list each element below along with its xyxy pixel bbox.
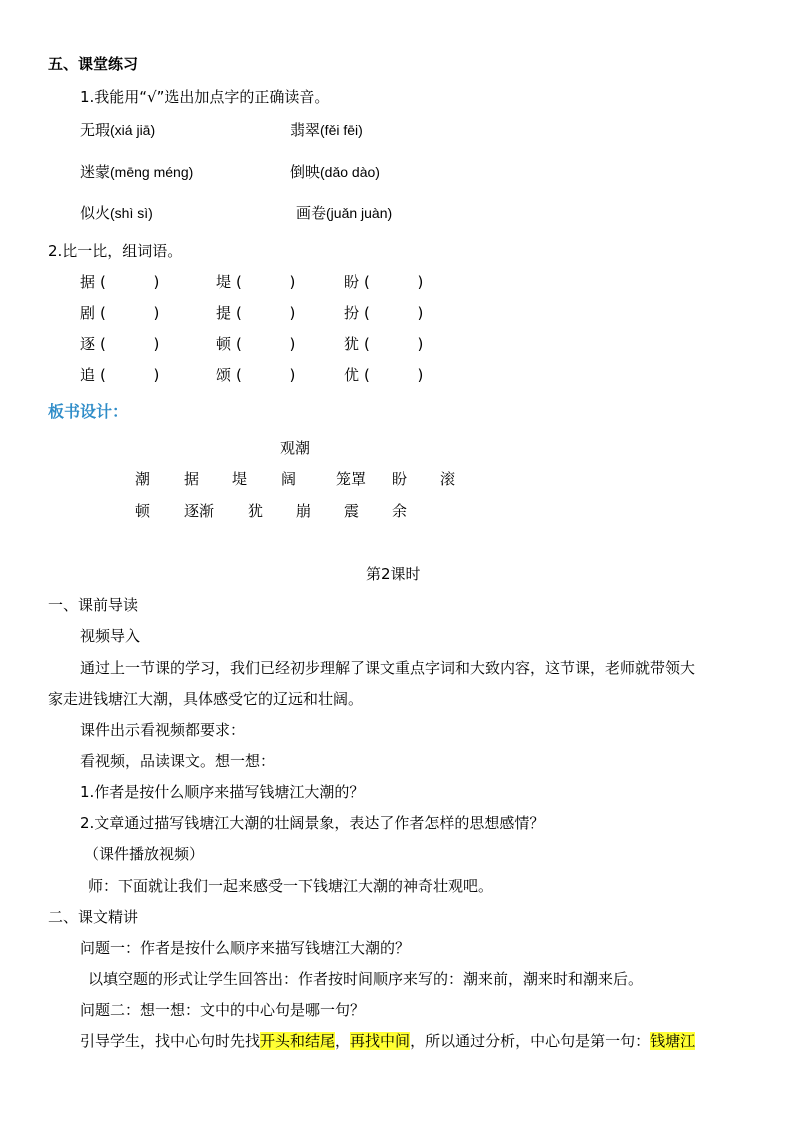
board-word: 堤 (232, 470, 248, 488)
q1-word: 无瑕 (80, 121, 111, 139)
q1-item (290, 162, 380, 182)
board-word: 余 (392, 502, 408, 520)
q2-char: 盼 (344, 273, 360, 291)
q1-item (290, 120, 363, 140)
board-word: 滚 (440, 470, 456, 488)
q2-blank[interactable]: ( ) (100, 366, 160, 384)
board-word: 震 (344, 502, 360, 520)
board-word: 阔 (281, 470, 297, 488)
q2-char: 剧 (80, 304, 96, 322)
section-heading: 二、课文精讲 (48, 908, 139, 926)
board-word: 犹 (248, 502, 264, 520)
q2-char: 提 (216, 304, 232, 322)
q1-options: (dǎo dào) (320, 164, 380, 180)
q2-char: 顿 (216, 335, 232, 353)
q2-blank[interactable]: ( ) (364, 366, 424, 384)
guide-text: ， (335, 1032, 351, 1050)
paragraph-line: 通过上一节课的学习，我们已经初步理解了课文重点字词和大致内容，这节课，老师就带领大 (80, 659, 696, 677)
highlight-text: 钱塘江 (650, 1032, 696, 1050)
question-line: 问题一：作者是按什么顺序来描写钱塘江大潮的？ (80, 939, 411, 957)
q1-word: 画卷 (296, 204, 327, 222)
guide-text: 引导学生，找中心句时先找 (80, 1032, 261, 1050)
q1-item (296, 203, 392, 223)
q2-char: 颂 (216, 366, 232, 384)
q2-char: 优 (344, 366, 360, 384)
guide-text: ，所以通过分析，中心句是第一句： (410, 1032, 651, 1050)
q1-item (80, 162, 193, 182)
q2-char: 逐 (80, 335, 96, 353)
q1-prompt: 1.我能用“√”选出加点字的正确读音。 (80, 88, 330, 106)
lesson-title: 第2课时 (366, 565, 421, 583)
q1-options: (shì sì) (110, 205, 153, 221)
section-heading: 一、课前导读 (48, 596, 139, 614)
question-line: 1.作者是按什么顺序来描写钱塘江大潮的？ (80, 783, 365, 801)
q2-blank[interactable]: ( ) (364, 273, 424, 291)
q1-word: 翡翠 (290, 121, 321, 139)
q2-char: 追 (80, 366, 96, 384)
q1-word: 倒映 (290, 163, 321, 181)
board-word: 崩 (296, 502, 312, 520)
paragraph-line: 家走进钱塘江大潮，具体感受它的辽远和壮阔。 (48, 690, 364, 708)
board-word: 笼罩 (336, 470, 367, 488)
q2-char: 据 (80, 273, 96, 291)
paragraph-line: 课件出示看视频都要求： (80, 721, 246, 739)
guide-line (80, 1031, 695, 1051)
sub-heading: 视频导入 (80, 627, 141, 645)
board-word: 潮 (135, 470, 151, 488)
q2-char: 堤 (216, 273, 232, 291)
q1-options: (xiá jiā) (110, 122, 156, 138)
q1-options: (juǎn juàn) (326, 205, 393, 221)
highlight-text: 开头和结尾 (260, 1032, 336, 1050)
q2-blank[interactable]: ( ) (100, 304, 160, 322)
paragraph-line: 师：下面就让我们一起来感受一下钱塘江大潮的神奇壮观吧。 (88, 877, 494, 895)
board-word: 逐渐 (184, 502, 215, 520)
board-title: 观潮 (280, 439, 311, 457)
q2-blank[interactable]: ( ) (100, 273, 160, 291)
q2-blank[interactable]: ( ) (236, 335, 296, 353)
q2-blank[interactable]: ( ) (236, 366, 296, 384)
q2-char: 犹 (344, 335, 360, 353)
board-word: 盼 (392, 470, 408, 488)
highlight-text: 再找中间 (350, 1032, 411, 1050)
paragraph-line: 看视频，品读课文。想一想： (80, 752, 276, 770)
q2-blank[interactable]: ( ) (236, 273, 296, 291)
q1-word: 迷蒙 (80, 163, 111, 181)
q1-options: (fěi fēi) (320, 122, 363, 138)
answer-line: 以填空题的形式让学生回答出：作者按时间顺序来写的：潮来前，潮来时和潮来后。 (88, 970, 644, 988)
board-word: 顿 (135, 502, 151, 520)
board-word: 据 (184, 470, 200, 488)
q1-item (80, 203, 153, 223)
q2-prompt: 2.比一比，组词语。 (48, 242, 183, 260)
q2-blank[interactable]: ( ) (100, 335, 160, 353)
q2-blank[interactable]: ( ) (236, 304, 296, 322)
note-line: （课件播放视频） (84, 845, 205, 863)
board-heading: 板书设计： (48, 402, 129, 421)
exercise-heading: 五、课堂练习 (48, 55, 139, 73)
q1-options: (mēng méng) (110, 164, 194, 180)
q1-item (80, 120, 155, 140)
question-line: 2.文章通过描写钱塘江大潮的壮阔景象，表达了作者怎样的思想感情？ (80, 814, 545, 832)
q1-word: 似火 (80, 204, 111, 222)
q2-blank[interactable]: ( ) (364, 335, 424, 353)
q2-char: 扮 (344, 304, 360, 322)
question-line: 问题二：想一想：文中的中心句是哪一句？ (80, 1001, 366, 1019)
q2-blank[interactable]: ( ) (364, 304, 424, 322)
